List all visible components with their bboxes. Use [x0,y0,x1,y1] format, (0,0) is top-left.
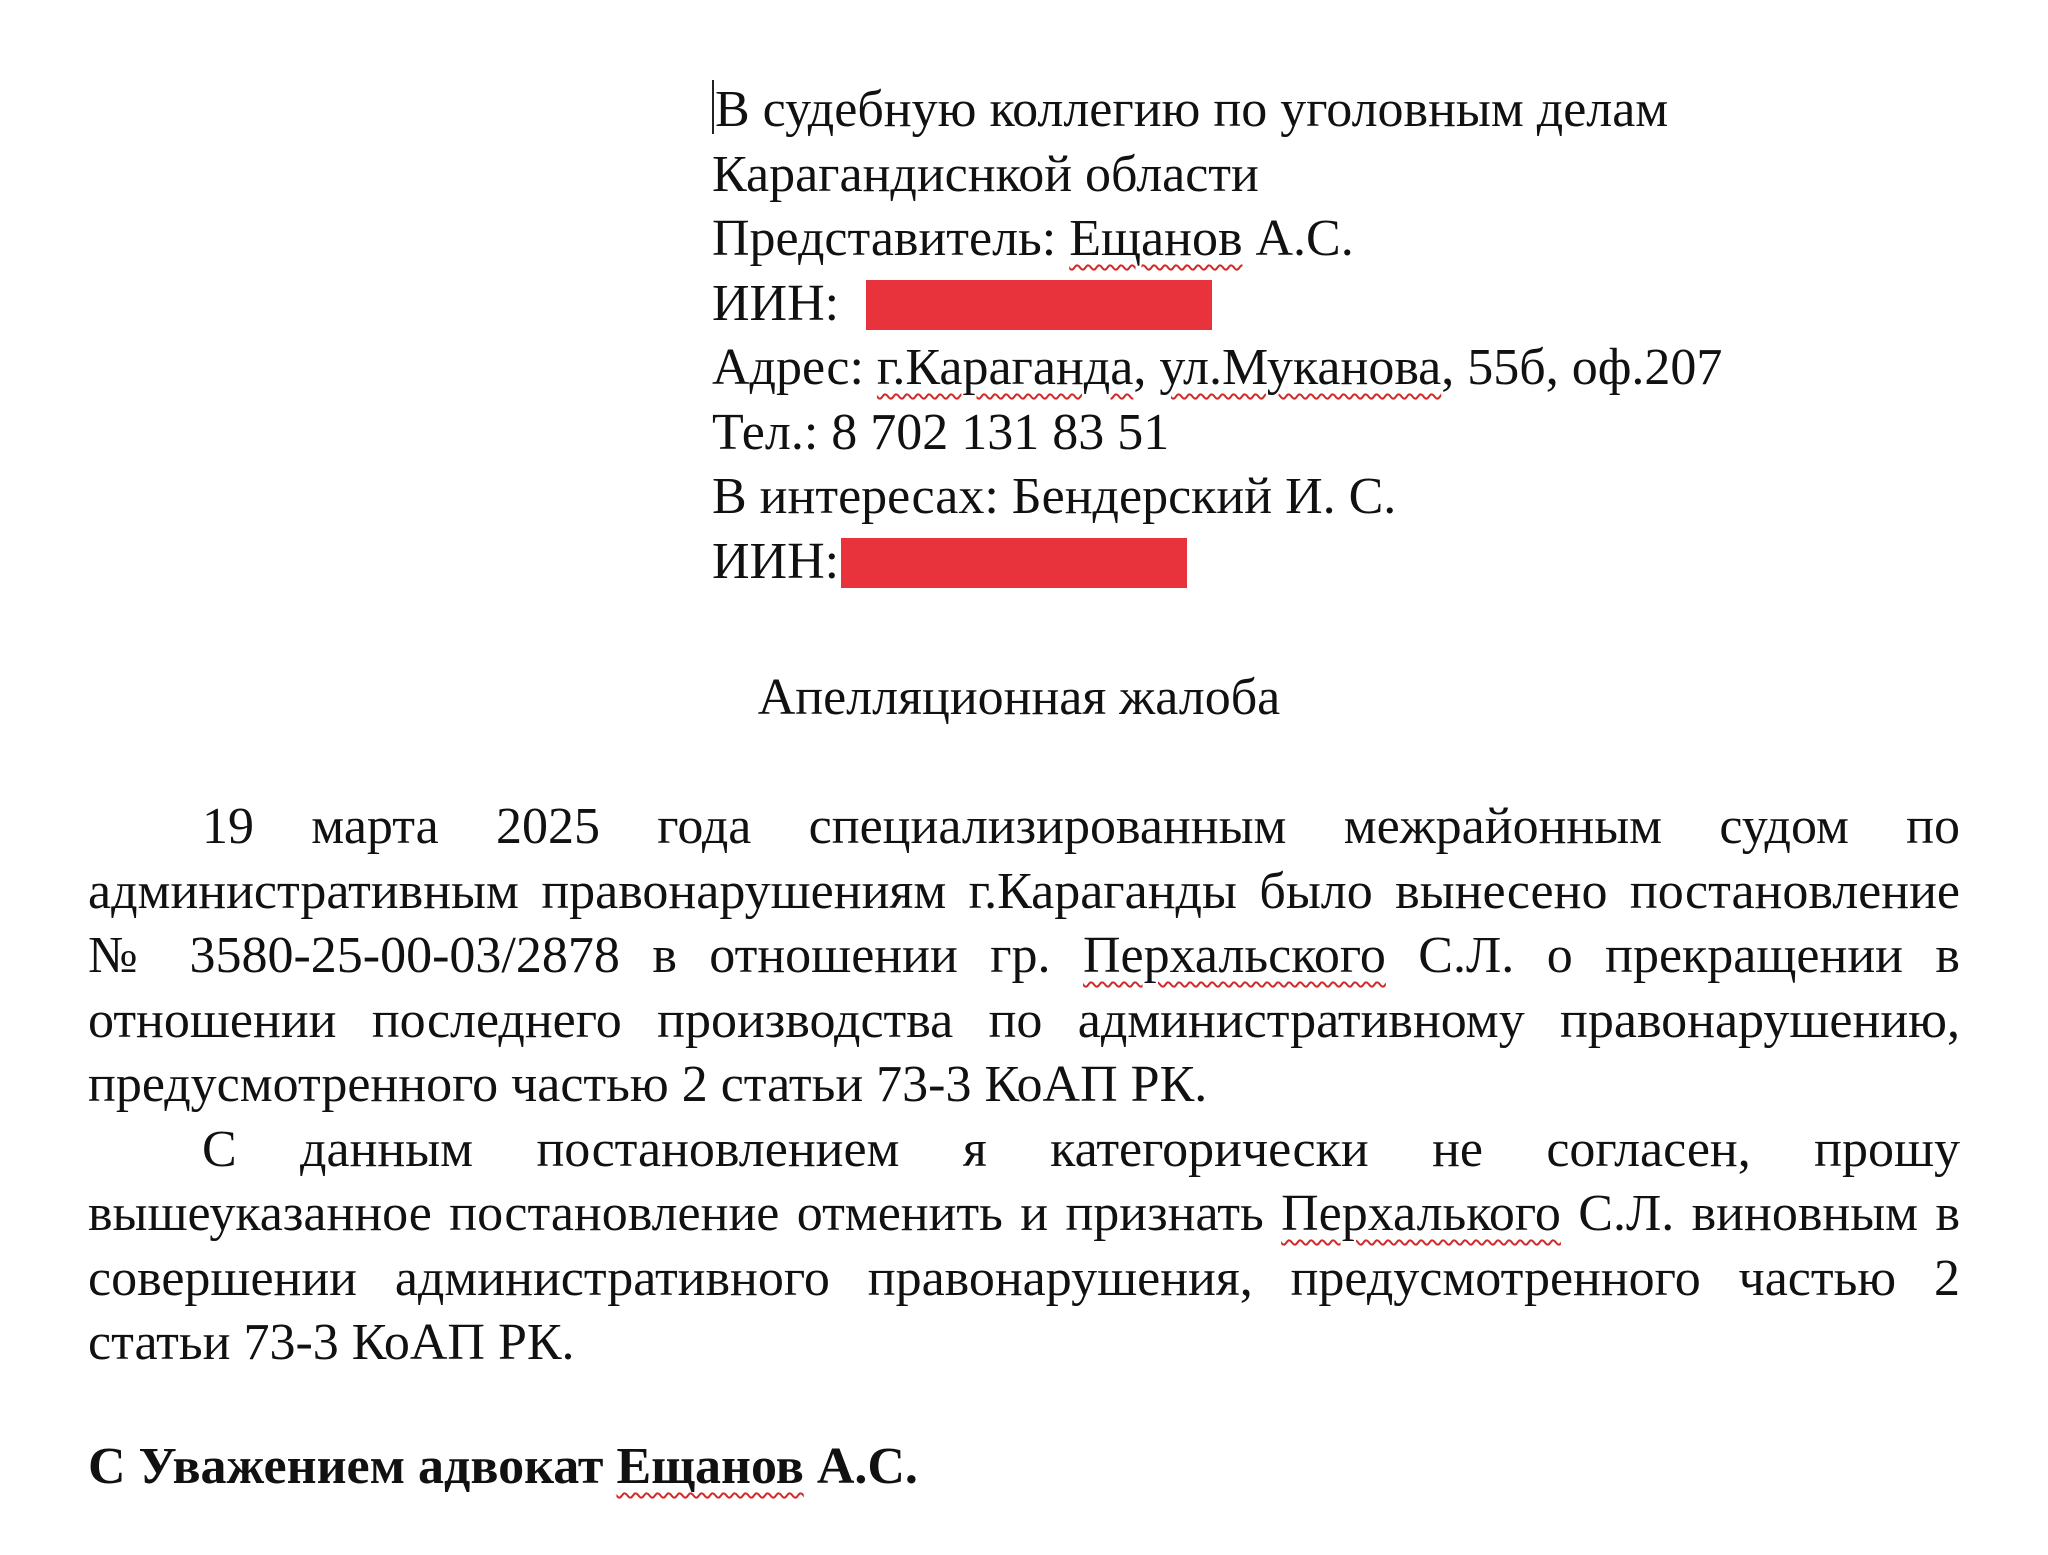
spellcheck-flagged-word: ул.Муканова [1159,339,1442,396]
spellcheck-flagged-word: Перхалького [1281,1185,1561,1242]
representative-line: Представитель: Ещанов А.С. [712,210,1354,267]
body-paragraph: 19 марта 2025 года специализированным межрайонным судом по административным правонарушениям г.Караганды было вынесено постановление № 3580-25-00-03/2878 в отношении гр. Перхальского С.Л. о прекращении в отношении последнего производства по административному правонарушению, предусмотренного частью 2 статьи 73-3 КоАП РК. [88,798,1960,1113]
address-line: Адрес: г.Караганда, ул.Муканова, 55б, оф.207 [712,339,1723,396]
iin-line-client: ИИН: [712,530,1962,595]
text-cursor [712,80,714,134]
spellcheck-flagged-word: Ещанов [1069,210,1243,267]
spellcheck-flagged-word: Перхальского [1082,927,1386,984]
addressee-line-court: В судебную коллегию по уголовным делам [712,78,1962,143]
spellcheck-flagged-word: Ещанов [616,1438,804,1495]
document-title: Апелляционная жалоба [757,669,1281,726]
addressee-line-region: Карагандиснкой области [712,145,1259,203]
interests-line: В интересах: Бендерский И. С. [712,468,1397,525]
iin-line-representative: ИИН: [712,272,1962,337]
body-paragraph: С данным постановлением я категорически не согласен, прошу вышеуказанное постановление отменить и признать Перхалького С.Л. виновным в совершении административного правонарушения, предусмотренного частью 2 статьи 73-3 КоАП РК. [88,1120,1960,1371]
signature-line: С Уважением адвокат Ещанов А.С. [88,1438,918,1495]
phone-line: Тел.: 8 702 131 83 51 [712,403,1170,461]
spellcheck-flagged-word: г.Караганда [876,339,1134,396]
redaction-box [866,280,1212,330]
redaction-box [841,538,1187,588]
addressee-header [712,78,1962,594]
document-body [88,795,1960,1376]
